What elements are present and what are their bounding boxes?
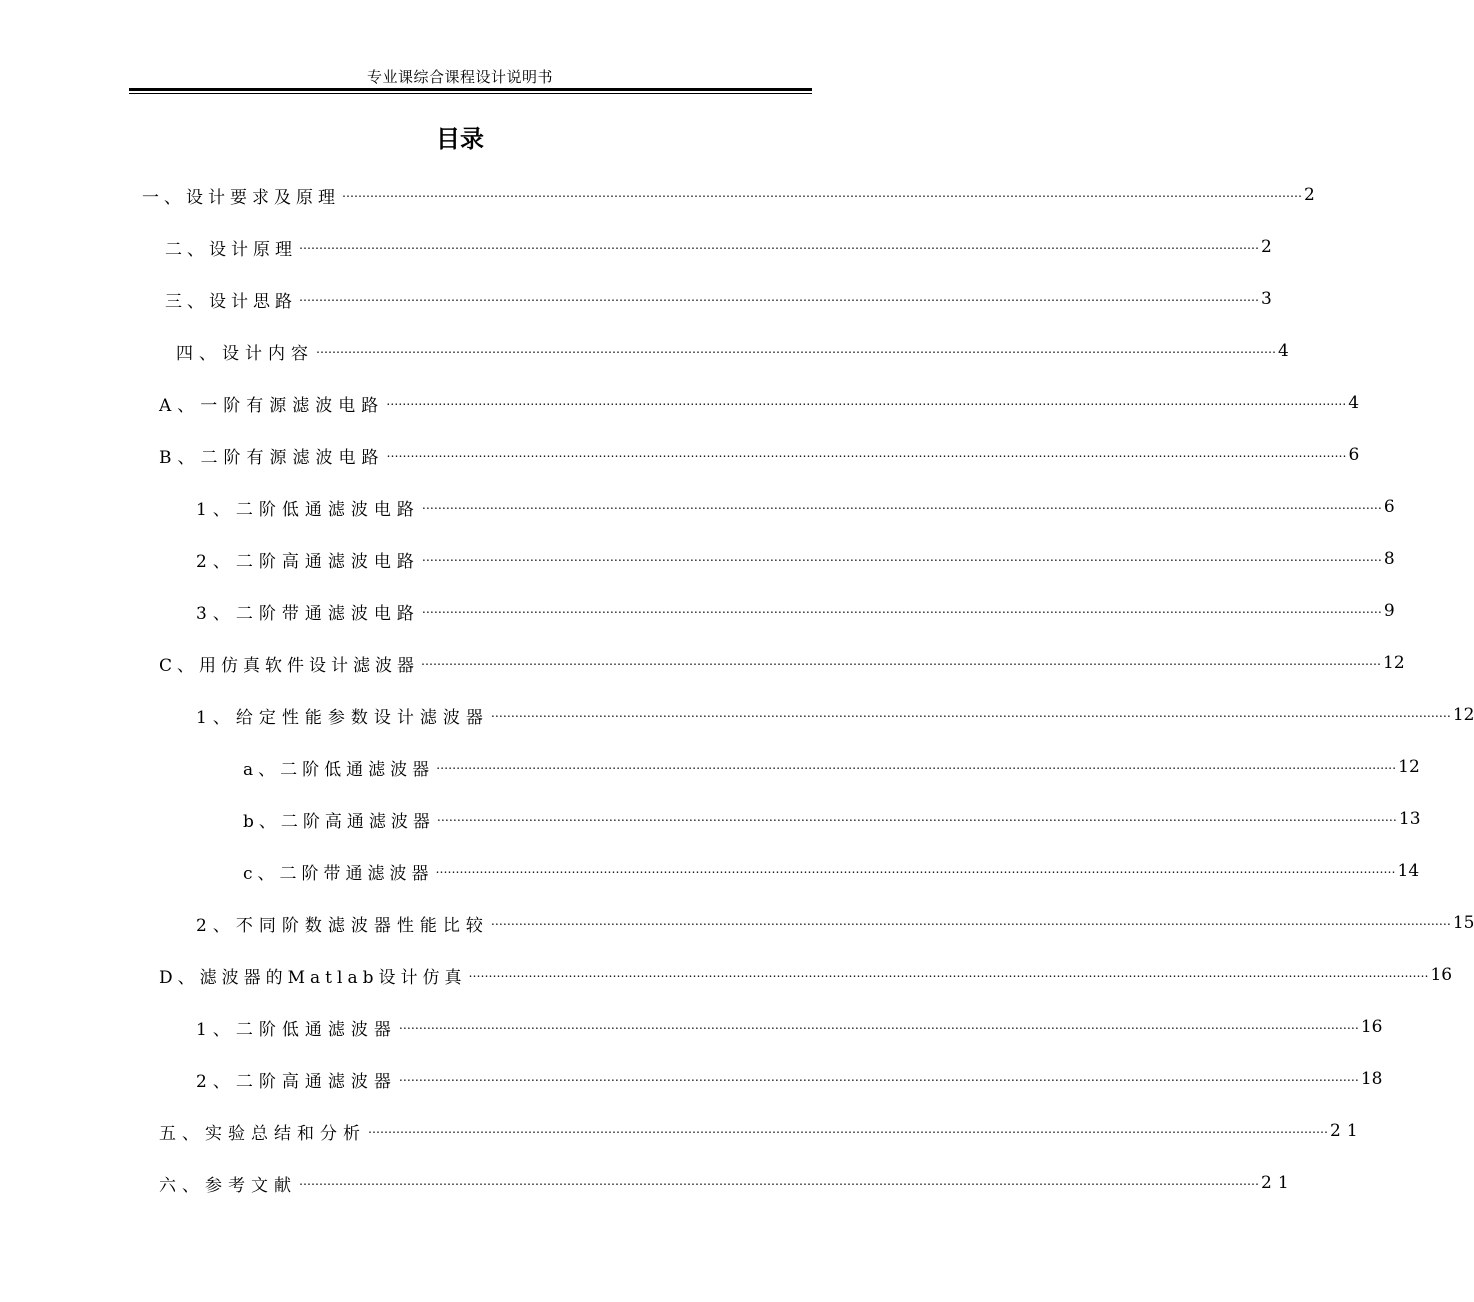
toc-leader: ……………………………………………………………………………………………………………………………………………………………………………………………………………………	[398, 1018, 1359, 1032]
toc-entry[interactable]	[243, 857, 1420, 885]
toc-leader: ……………………………………………………………………………………………………………………………………………………………………………………………………………………	[386, 394, 1347, 408]
toc-entry[interactable]	[196, 597, 1395, 625]
toc-leader: ……………………………………………………………………………………………………………………………………………………………………………………………………………………	[421, 550, 1382, 564]
toc-entry-label: 2、二阶高通滤波器	[196, 1071, 397, 1092]
toc-entry[interactable]	[165, 233, 1272, 261]
toc-entry-label: b、二阶高通滤波器	[243, 811, 435, 832]
toc-leader: ……………………………………………………………………………………………………………………………………………………………………………………………………………………	[436, 758, 1397, 772]
toc-leader: ……………………………………………………………………………………………………………………………………………………………………………………………………………………	[342, 186, 1302, 200]
toc-entry[interactable]	[196, 1013, 1383, 1041]
toc-entry-label: 1、二阶低通滤波电路	[196, 499, 420, 520]
toc-entry-page: 3	[1261, 289, 1272, 309]
toc-entry-label: 二、设计原理	[165, 239, 297, 260]
toc-leader: ……………………………………………………………………………………………………………………………………………………………………………………………………………………	[368, 1122, 1328, 1136]
toc-entry-page: 15	[1452, 913, 1474, 933]
toc-leader: ……………………………………………………………………………………………………………………………………………………………………………………………………………………	[386, 446, 1347, 460]
toc-entry-label: 2、不同阶数滤波器性能比较	[196, 915, 489, 936]
toc-entry[interactable]	[196, 493, 1395, 521]
toc-entry[interactable]	[159, 649, 1405, 677]
toc-entry-label: B、二阶有源滤波电路	[159, 447, 385, 468]
toc-leader: ……………………………………………………………………………………………………………………………………………………………………………………………………………………	[398, 1070, 1359, 1084]
toc-entry-page: 2	[1304, 185, 1315, 205]
toc-entry-label: C、用仿真软件设计滤波器	[159, 655, 420, 676]
toc-entry[interactable]	[159, 1169, 1295, 1197]
toc-entry[interactable]	[196, 909, 1474, 937]
toc-entry-page: 21	[1330, 1121, 1364, 1141]
toc-entry[interactable]	[176, 337, 1289, 365]
toc-entry[interactable]	[196, 545, 1395, 573]
toc-leader: ……………………………………………………………………………………………………………………………………………………………………………………………………………………	[421, 498, 1382, 512]
toc-entry-label: 四、设计内容	[176, 343, 314, 364]
toc-entry[interactable]	[159, 389, 1360, 417]
toc-entry-page: 16	[1360, 1017, 1383, 1037]
toc-entry[interactable]	[142, 181, 1315, 209]
toc-entry-page: 21	[1261, 1173, 1295, 1193]
toc-leader: ……………………………………………………………………………………………………………………………………………………………………………………………………………………	[421, 654, 1382, 668]
toc-leader: ……………………………………………………………………………………………………………………………………………………………………………………………………………………	[435, 862, 1396, 876]
toc-entry-page: 9	[1383, 601, 1395, 621]
toc-leader: ……………………………………………………………………………………………………………………………………………………………………………………………………………………	[299, 290, 1259, 304]
toc-leader: ……………………………………………………………………………………………………………………………………………………………………………………………………………………	[299, 1174, 1259, 1188]
toc-entry-label: D、滤波器的Matlab设计仿真	[159, 967, 467, 988]
toc-entry-page: 8	[1383, 549, 1395, 569]
toc-entry[interactable]	[165, 285, 1272, 313]
toc-leader: ……………………………………………………………………………………………………………………………………………………………………………………………………………………	[468, 966, 1429, 980]
toc-entry-page: 12	[1383, 653, 1405, 673]
toc-entry-label: 一、设计要求及原理	[142, 187, 340, 208]
toc-entry[interactable]	[159, 1117, 1364, 1145]
toc-entry-page: 4	[1278, 341, 1289, 361]
page-title: 目录	[436, 125, 484, 153]
toc-entry-label: 五、实验总结和分析	[159, 1123, 366, 1144]
toc-entry-page: 14	[1397, 861, 1420, 881]
toc-entry-label: A、一阶有源滤波电路	[159, 395, 385, 416]
toc-leader: ……………………………………………………………………………………………………………………………………………………………………………………………………………………	[316, 342, 1276, 356]
toc-entry-page: 13	[1398, 809, 1421, 829]
toc-entry-page: 12	[1398, 757, 1420, 777]
toc-entry-label: 三、设计思路	[165, 291, 297, 312]
toc-entry[interactable]	[159, 441, 1360, 469]
toc-entry-label: 2、二阶高通滤波电路	[196, 551, 420, 572]
toc-entry[interactable]	[196, 701, 1474, 729]
toc-entry-page: 16	[1430, 965, 1453, 985]
toc-entry-page: 12	[1452, 705, 1474, 725]
toc-entry[interactable]	[196, 1065, 1383, 1093]
toc-leader: ……………………………………………………………………………………………………………………………………………………………………………………………………………………	[490, 706, 1451, 720]
toc-entry[interactable]	[243, 805, 1421, 833]
toc-entry-page: 2	[1261, 237, 1272, 257]
toc-entry-label: 3、二阶带通滤波电路	[196, 603, 420, 624]
toc-entry[interactable]	[159, 961, 1453, 989]
toc-entry-label: 1、二阶低通滤波器	[196, 1019, 397, 1040]
toc-leader: ……………………………………………………………………………………………………………………………………………………………………………………………………………………	[299, 238, 1259, 252]
toc-entry[interactable]	[243, 753, 1420, 781]
toc-leader: ……………………………………………………………………………………………………………………………………………………………………………………………………………………	[490, 914, 1451, 928]
toc-entry-page: 18	[1360, 1069, 1383, 1089]
toc-entry-label: 1、给定性能参数设计滤波器	[196, 707, 489, 728]
toc-entry-label: a、二阶低通滤波器	[243, 759, 435, 780]
toc-entry-page: 4	[1348, 393, 1360, 413]
running-header: 专业课综合课程设计说明书	[366, 68, 553, 86]
toc-leader: ……………………………………………………………………………………………………………………………………………………………………………………………………………………	[421, 602, 1382, 616]
toc-entry-page: 6	[1348, 445, 1360, 465]
toc-entry-label: c、二阶带通滤波器	[243, 863, 434, 884]
toc-leader: ……………………………………………………………………………………………………………………………………………………………………………………………………………………	[436, 810, 1397, 824]
toc-entry-label: 六、参考文献	[159, 1175, 297, 1196]
toc-entry-page: 6	[1383, 497, 1395, 517]
